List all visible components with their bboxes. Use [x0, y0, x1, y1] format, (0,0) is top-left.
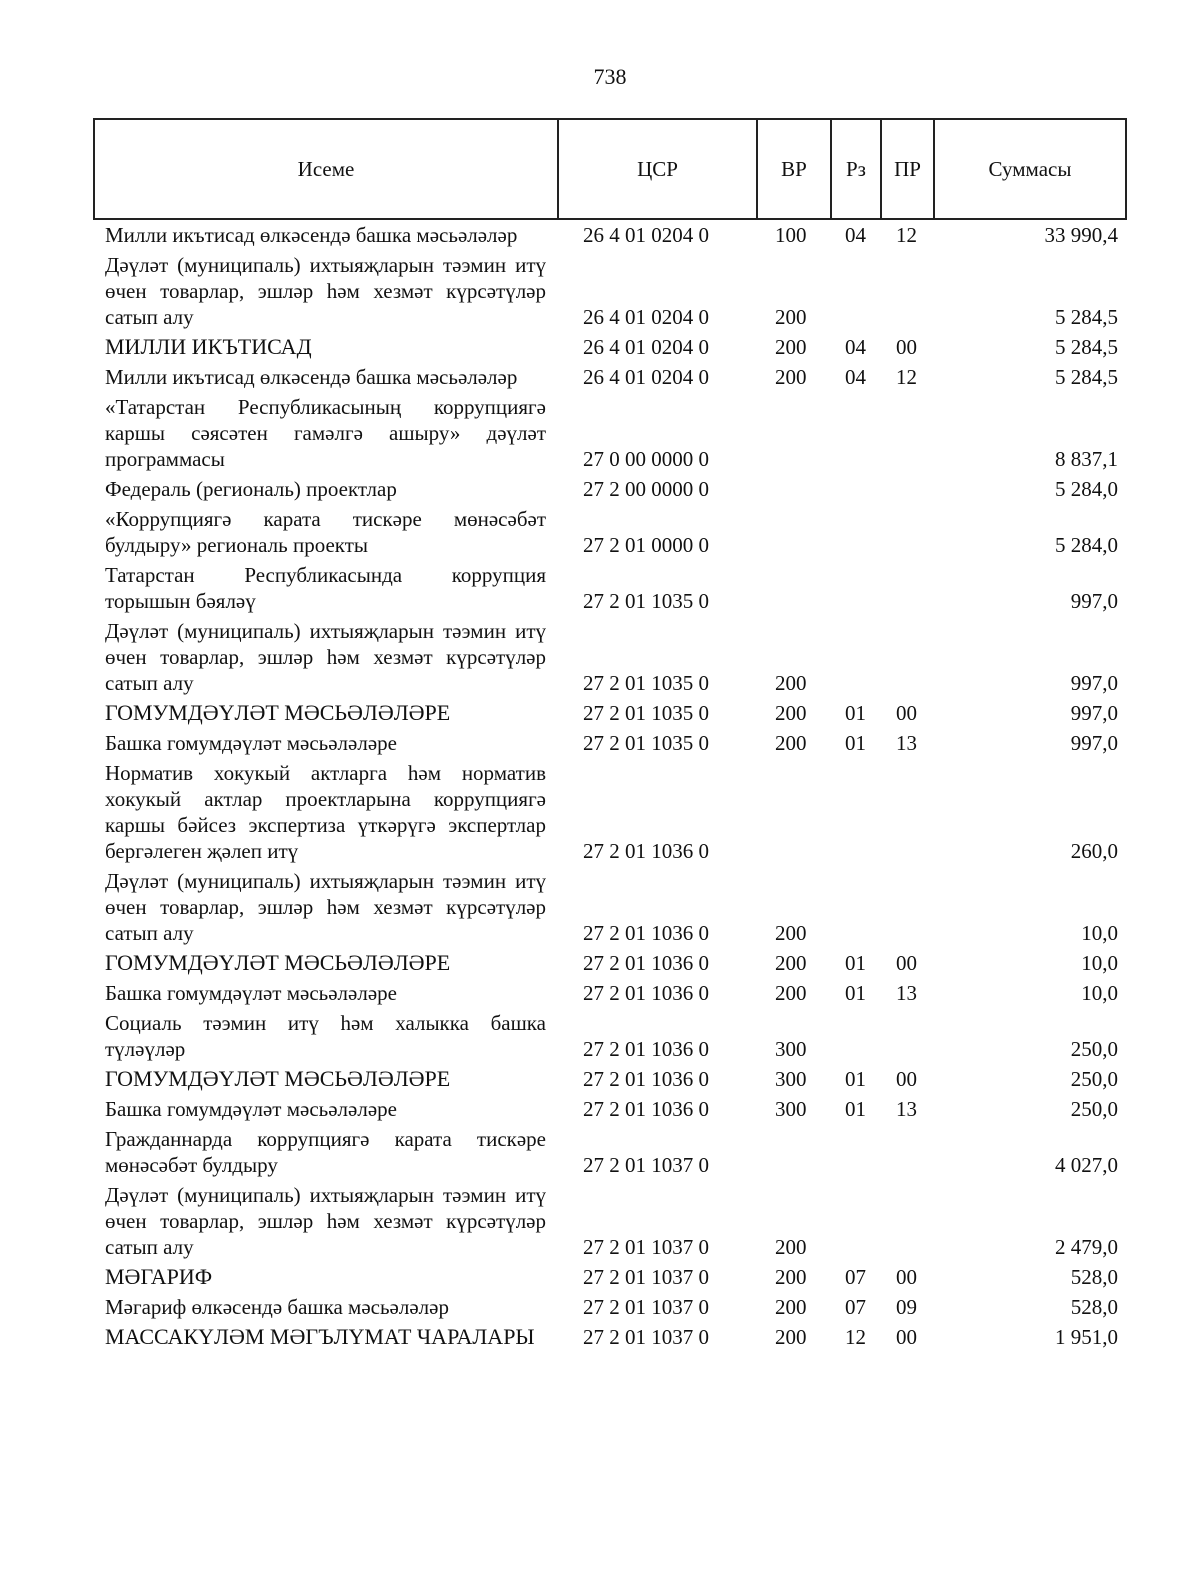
- row-csr: 27 2 01 1036 0: [583, 921, 709, 945]
- row-csr: 27 2 01 1037 0: [583, 1265, 709, 1289]
- header-name: Исеме: [297, 156, 355, 181]
- table-row: [0, 1125, 1200, 1181]
- row-vr: 100: [775, 223, 807, 247]
- row-name: Дәүләт (муниципаль) ихтыяҗларын тәэмин итү өчен товарлар, эшләр һәм хезмәт күрсәтүләр сатып алу: [105, 619, 546, 695]
- table-row: [0, 1293, 1200, 1323]
- row-csr: 27 2 01 1036 0: [583, 981, 709, 1005]
- row-csr: 27 2 01 1037 0: [583, 1235, 709, 1259]
- table-row: [0, 475, 1200, 505]
- table-row: [0, 505, 1200, 561]
- row-csr: 27 2 01 1035 0: [583, 589, 709, 613]
- row-sum: 5 284,0: [1055, 533, 1118, 557]
- table-row: [0, 393, 1200, 475]
- row-sum: 997,0: [1070, 671, 1118, 695]
- row-sum: 250,0: [1070, 1067, 1118, 1091]
- table-row: [0, 759, 1200, 867]
- row-sum: 2 479,0: [1055, 1235, 1118, 1259]
- row-vr: 200: [775, 1265, 807, 1289]
- row-sum: 997,0: [1070, 589, 1118, 613]
- table-row: [0, 561, 1200, 617]
- table-row: [0, 363, 1200, 393]
- row-csr: 27 2 01 1036 0: [583, 839, 709, 863]
- row-name: МИЛЛИ ИКЪТИСАД: [105, 334, 312, 359]
- row-pr: 13: [896, 981, 917, 1005]
- table-row: [0, 979, 1200, 1009]
- row-rz: 04: [845, 365, 866, 389]
- row-sum: 33 990,4: [1044, 223, 1118, 247]
- row-vr: 300: [775, 1097, 807, 1121]
- row-name: МАССАКҮЛӘМ МӘГЪЛҮМАТ ЧАРАЛАРЫ: [105, 1324, 535, 1349]
- row-name: Гражданнарда коррупциягә карата тискәре мөнәсәбәт булдыру: [105, 1127, 546, 1177]
- row-pr: 12: [896, 365, 917, 389]
- row-vr: 200: [775, 701, 807, 725]
- row-pr: 13: [896, 1097, 917, 1121]
- row-rz: 01: [845, 981, 866, 1005]
- row-name: Башка гомумдәүләт мәсьәләләре: [105, 1097, 397, 1121]
- row-sum: 997,0: [1070, 731, 1118, 755]
- header-csr: ЦСР: [557, 120, 756, 218]
- row-pr: 00: [896, 335, 917, 359]
- row-pr: 12: [896, 223, 917, 247]
- table-row: [0, 1009, 1200, 1065]
- row-name: МӘГАРИФ: [105, 1264, 213, 1289]
- row-rz: 04: [845, 223, 866, 247]
- row-csr: 27 0 00 0000 0: [583, 447, 709, 471]
- row-name: Федераль (региональ) проектлар: [105, 477, 397, 501]
- table-row: [0, 1065, 1200, 1095]
- row-pr: 00: [896, 951, 917, 975]
- row-name: ГОМУМДӘҮЛӘТ МӘСЬӘЛӘЛӘРЕ: [105, 1066, 451, 1091]
- row-vr: 200: [775, 671, 807, 695]
- row-sum: 5 284,5: [1055, 335, 1118, 359]
- row-name: «Татарстан Республикасының коррупциягә каршы сәясәтен гамәлгә ашыру» дәүләт программасы: [105, 395, 546, 471]
- page-number: 738: [593, 64, 627, 89]
- row-sum: 250,0: [1070, 1097, 1118, 1121]
- row-csr: 27 2 01 1037 0: [583, 1153, 709, 1177]
- row-rz: 07: [845, 1295, 866, 1319]
- row-csr: 27 2 01 1035 0: [583, 701, 709, 725]
- row-csr: 27 2 01 1036 0: [583, 951, 709, 975]
- row-rz: 01: [845, 951, 866, 975]
- table-row: [0, 617, 1200, 699]
- row-name: ГОМУМДӘҮЛӘТ МӘСЬӘЛӘЛӘРЕ: [105, 700, 451, 725]
- row-name: Дәүләт (муниципаль) ихтыяҗларын тәэмин итү өчен товарлар, эшләр һәм хезмәт күрсәтүләр сатып алу: [105, 253, 546, 329]
- row-sum: 10,0: [1081, 951, 1118, 975]
- table-row: [0, 1095, 1200, 1125]
- row-vr: 200: [775, 305, 807, 329]
- table-row: [0, 949, 1200, 979]
- header-sum: Суммасы: [933, 120, 1125, 218]
- row-sum: 250,0: [1070, 1037, 1118, 1061]
- row-pr: 00: [896, 1325, 917, 1349]
- row-csr: 27 2 01 1036 0: [583, 1067, 709, 1091]
- row-name: Мәгариф өлкәсендә башка мәсьәләләр: [105, 1295, 449, 1319]
- row-csr: 26 4 01 0204 0: [583, 223, 709, 247]
- row-pr: 00: [896, 1265, 917, 1289]
- row-name: Социаль тәэмин итү һәм халыкка башка түләүләр: [105, 1011, 546, 1061]
- row-csr: 27 2 01 0000 0: [583, 533, 709, 557]
- row-sum: 5 284,0: [1055, 477, 1118, 501]
- row-vr: 200: [775, 951, 807, 975]
- table-row: [0, 221, 1200, 251]
- row-sum: 528,0: [1070, 1295, 1118, 1319]
- row-name: Дәүләт (муниципаль) ихтыяҗларын тәэмин итү өчен товарлар, эшләр һәм хезмәт күрсәтүләр сатып алу: [105, 1183, 546, 1259]
- row-vr: 200: [775, 365, 807, 389]
- table-row: [0, 699, 1200, 729]
- row-vr: 200: [775, 731, 807, 755]
- table-row: [0, 867, 1200, 949]
- row-csr: 26 4 01 0204 0: [583, 365, 709, 389]
- table-row: [0, 1263, 1200, 1293]
- row-csr: 27 2 01 1035 0: [583, 671, 709, 695]
- table-row: [0, 333, 1200, 363]
- row-csr: 27 2 01 1036 0: [583, 1097, 709, 1121]
- row-name: «Коррупциягә карата тискәре мөнәсәбәт булдыру» региональ проекты: [105, 507, 546, 557]
- row-sum: 8 837,1: [1055, 447, 1118, 471]
- row-name: Норматив хокукый актларга һәм норматив хокукый актлар проектларына коррупциягә каршы бәйсез экспертиза үткәрүгә экспертлар бергәлеген җәлеп итү: [105, 761, 546, 863]
- row-name: Татарстан Республикасында коррупция торышын бәяләү: [105, 563, 546, 613]
- row-name: Милли икътисад өлкәсендә башка мәсьәләләр: [105, 365, 518, 389]
- row-name: Милли икътисад өлкәсендә башка мәсьәләләр: [105, 223, 518, 247]
- row-sum: 260,0: [1070, 839, 1118, 863]
- header-vr: ВР: [756, 120, 830, 218]
- row-vr: 200: [775, 981, 807, 1005]
- row-rz: 01: [845, 1067, 866, 1091]
- row-csr: 27 2 01 1035 0: [583, 731, 709, 755]
- row-name: Дәүләт (муниципаль) ихтыяҗларын тәэмин итү өчен товарлар, эшләр һәм хезмәт күрсәтүләр сатып алу: [105, 869, 546, 945]
- row-vr: 300: [775, 1037, 807, 1061]
- table-body: [0, 221, 1200, 1353]
- header-rz: Рз: [830, 120, 880, 218]
- row-sum: 1 951,0: [1055, 1325, 1118, 1349]
- row-sum: 528,0: [1070, 1265, 1118, 1289]
- row-pr: 00: [896, 701, 917, 725]
- row-rz: 01: [845, 701, 866, 725]
- row-vr: 300: [775, 1067, 807, 1091]
- row-sum: 10,0: [1081, 981, 1118, 1005]
- table-row: [0, 1181, 1200, 1263]
- row-pr: 09: [896, 1295, 917, 1319]
- row-sum: 10,0: [1081, 921, 1118, 945]
- row-sum: 5 284,5: [1055, 305, 1118, 329]
- table-row: [0, 251, 1200, 333]
- row-sum: 4 027,0: [1055, 1153, 1118, 1177]
- table-row: [0, 1323, 1200, 1353]
- row-rz: 12: [845, 1325, 866, 1349]
- row-name: Башка гомумдәүләт мәсьәләләре: [105, 981, 397, 1005]
- header-pr: ПР: [880, 120, 933, 218]
- row-csr: 26 4 01 0204 0: [583, 305, 709, 329]
- row-vr: 200: [775, 1325, 807, 1349]
- row-vr: 200: [775, 335, 807, 359]
- row-csr: 26 4 01 0204 0: [583, 335, 709, 359]
- row-vr: 200: [775, 1295, 807, 1319]
- row-name: ГОМУМДӘҮЛӘТ МӘСЬӘЛӘЛӘРЕ: [105, 950, 451, 975]
- table-row: [0, 729, 1200, 759]
- row-csr: 27 2 01 1036 0: [583, 1037, 709, 1061]
- row-sum: 5 284,5: [1055, 365, 1118, 389]
- row-rz: 01: [845, 731, 866, 755]
- row-vr: 200: [775, 921, 807, 945]
- table-header: [93, 118, 1127, 220]
- row-sum: 997,0: [1070, 701, 1118, 725]
- row-pr: 00: [896, 1067, 917, 1091]
- row-vr: 200: [775, 1235, 807, 1259]
- row-rz: 01: [845, 1097, 866, 1121]
- row-rz: 07: [845, 1265, 866, 1289]
- row-csr: 27 2 00 0000 0: [583, 477, 709, 501]
- row-pr: 13: [896, 731, 917, 755]
- row-name: Башка гомумдәүләт мәсьәләләре: [105, 731, 397, 755]
- row-csr: 27 2 01 1037 0: [583, 1325, 709, 1349]
- row-csr: 27 2 01 1037 0: [583, 1295, 709, 1319]
- row-rz: 04: [845, 335, 866, 359]
